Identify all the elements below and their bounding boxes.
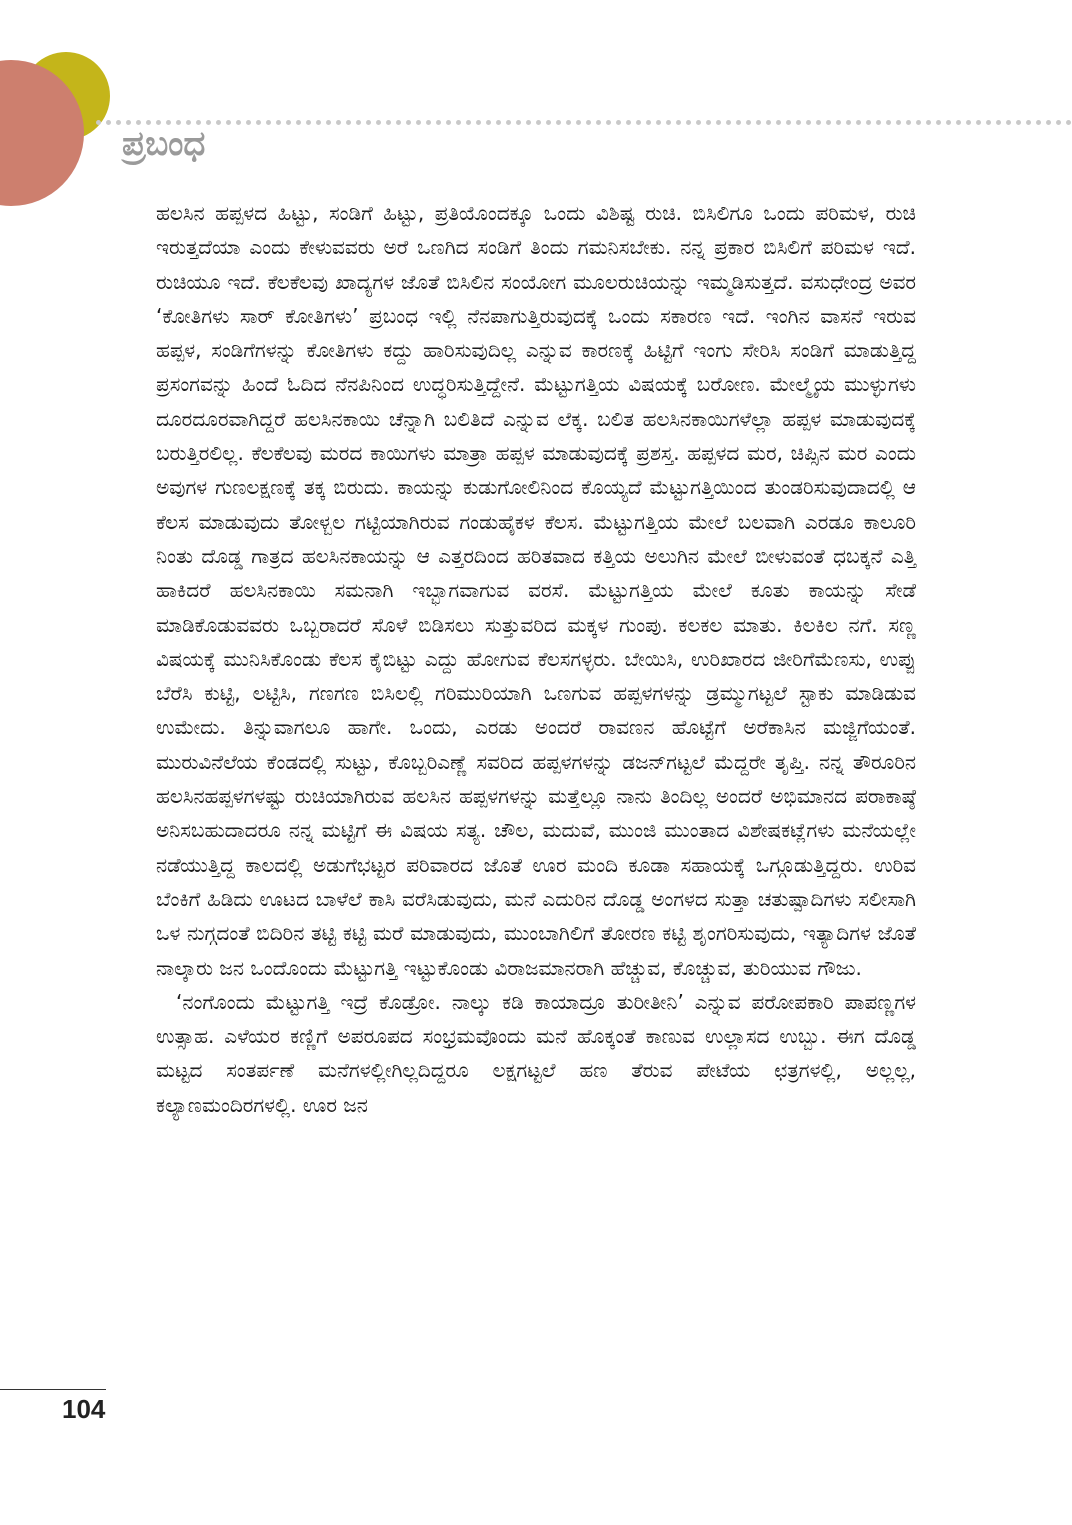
header-dotted-rule xyxy=(96,120,1072,125)
paragraph: ಹಲಸಿನ ಹಪ್ಪಳದ ಹಿಟ್ಟು, ಸಂಡಿಗೆ ಹಿಟ್ಟು, ಪ್ರತಿಯೊಂದಕ್ಕೂ ಒಂದು ವಿಶಿಷ್ಟ ರುಚಿ. ಬಿಸಿಲಿಗೂ ಒಂದು ಪರಿಮಳ, ರುಚಿ ಇರುತ್ತದೆಯಾ ಎಂದು ಕೇಳುವವರು ಅರೆ ಒಣಗಿದ ಸಂಡಿಗೆ ತಿಂದು ಗಮನಿಸಬೇಕು. ನನ್ನ ಪ್ರಕಾರ ಬಿಸಿಲಿಗೆ ಪರಿಮಳ ಇದೆ. ರುಚಿಯೂ ಇದೆ. ಕೆಲಕೆಲವು ಖಾದ್ಯಗಳ ಜೊತೆ ಬಿಸಿಲಿನ ಸಂಯೋಗ ಮೂಲರುಚಿಯನ್ನು ಇಮ್ಮಡಿಸುತ್ತದೆ. ವಸುಧೇಂದ್ರ ಅವರ ‘ಕೋತಿಗಳು ಸಾರ್ ಕೋತಿಗಳು’ ಪ್ರಬಂಧ ಇಲ್ಲಿ ನೆನಪಾಗುತ್ತಿರುವುದಕ್ಕೆ ಒಂದು ಸಕಾರಣ ಇದೆ. ಇಂಗಿನ ವಾಸನೆ ಇರುವ ಹಪ್ಪಳ, ಸಂಡಿಗೆಗಳನ್ನು ಕೋತಿಗಳು ಕದ್ದು ಹಾರಿಸುವುದಿಲ್ಲ ಎನ್ನುವ ಕಾರಣಕ್ಕೆ ಹಿಟ್ಟಿಗೆ ಇಂಗು ಸೇರಿಸಿ ಸಂಡಿಗೆ ಮಾಡುತ್ತಿದ್ದ ಪ್ರಸಂಗವನ್ನು ಹಿಂದೆ ಓದಿದ ನೆನಪಿನಿಂದ ಉದ್ಧರಿಸುತ್ತಿದ್ದೇನೆ. ಮೆಟ್ಟುಗತ್ತಿಯ ವಿಷಯಕ್ಕೆ ಬರೋಣ. ಮೇಲ್ಮೈಯ ಮುಳ್ಳುಗಳು ದೂರದೂರವಾಗಿದ್ದರೆ ಹಲಸಿನಕಾಯಿ ಚೆನ್ನಾಗಿ ಬಲಿತಿದೆ ಎನ್ನುವ ಲೆಕ್ಕ. ಬಲಿತ ಹಲಸಿನಕಾಯಿಗಳೆಲ್ಲಾ ಹಪ್ಪಳ ಮಾಡುವುದಕ್ಕೆ ಬರುತ್ತಿರಲಿಲ್ಲ. ಕೆಲಕೆಲವು ಮರದ ಕಾಯಿಗಳು ಮಾತ್ರಾ ಹಪ್ಪಳ ಮಾಡುವುದಕ್ಕೆ ಪ್ರಶಸ್ತ. ಹಪ್ಪಳದ ಮರ, ಚಿಪ್ಸಿನ ಮರ ಎಂದು ಅವುಗಳ ಗುಣಲಕ್ಷಣಕ್ಕೆ ತಕ್ಕ ಬಿರುದು. ಕಾಯನ್ನು ಕುಡುಗೋಲಿನಿಂದ ಕೊಯ್ಯದೆ ಮೆಟ್ಟುಗತ್ತಿಯಿಂದ ತುಂಡರಿಸುವುದಾದಲ್ಲಿ ಆ ಕೆಲಸ ಮಾಡುವುದು ತೋಳ್ಬಲ ಗಟ್ಟಿಯಾಗಿರುವ ಗಂಡುಹೈಕಳ ಕೆಲಸ. ಮೆಟ್ಟುಗತ್ತಿಯ ಮೇಲೆ ಬಲವಾಗಿ ಎರಡೂ ಕಾಲೂರಿ ನಿಂತು ದೊಡ್ಡ ಗಾತ್ರದ ಹಲಸಿನಕಾಯನ್ನು ಆ ಎತ್ತರದಿಂದ ಹರಿತವಾದ ಕತ್ತಿಯ ಅಲುಗಿನ ಮೇಲೆ ಬೀಳುವಂತೆ ಧಬಕ್ಕನೆ ಎತ್ತಿ ಹಾಕಿದರೆ ಹಲಸಿನಕಾಯಿ ಸಮನಾಗಿ ಇಬ್ಭಾಗವಾಗುವ ವರಸೆ. ಮೆಟ್ಟುಗತ್ತಿಯ ಮೇಲೆ ಕೂತು ಕಾಯನ್ನು ಸೇಡೆ ಮಾಡಿಕೊಡುವವರು ಒಬ್ಬರಾದರೆ ಸೊಳೆ ಬಿಡಿಸಲು ಸುತ್ತುವರಿದ ಮಕ್ಕಳ ಗುಂಪು. ಕಲಕಲ ಮಾತು. ಕಿಲಕಿಲ ನಗೆ. ಸಣ್ಣ ವಿಷಯಕ್ಕೆ ಮುನಿಸಿಕೊಂಡು ಕೆಲಸ ಕೈಬಿಟ್ಟು ಎದ್ದು ಹೋಗುವ ಕೆಲಸಗಳ್ಳರು. ಬೇಯಿಸಿ, ಉರಿಖಾರದ ಜೀರಿಗೆಮೆಣಸು, ಉಪ್ಪು ಬೆರೆಸಿ ಕುಟ್ಟಿ, ಲಟ್ಟಿಸಿ, ಗಣಗಣ ಬಿಸಿಲಲ್ಲಿ ಗರಿಮುರಿಯಾಗಿ ಒಣಗುವ ಹಪ್ಪಳಗಳನ್ನು ಡ್ರಮ್ಮುಗಟ್ಟಲೆ ಸ್ಟಾಕು ಮಾಡಿಡುವ ಉಮೇದು. ತಿನ್ನುವಾಗಲೂ ಹಾಗೇ. ಒಂದು, ಎರಡು ಅಂದರೆ ರಾವಣನ ಹೊಟ್ಟೆಗೆ ಅರೆಕಾಸಿನ ಮಜ್ಜಿಗೆಯಂತೆ. ಮುರುವಿನೆಲೆಯ ಕೆಂಡದಲ್ಲಿ ಸುಟ್ಟು, ಕೊಬ್ಬರಿಎಣ್ಣೆ ಸವರಿದ ಹಪ್ಪಳಗಳನ್ನು ಡಜನ್‌ಗಟ್ಟಲೆ ಮೆದ್ದರೇ ತೃಪ್ತಿ. ನನ್ನ ತೌರೂರಿನ ಹಲಸಿನಹಪ್ಪಳಗಳಷ್ಟು ರುಚಿಯಾಗಿರುವ ಹಲಸಿನ ಹಪ್ಪಳಗಳನ್ನು ಮತ್ತೆಲ್ಲೂ ನಾನು ತಿಂದಿಲ್ಲ ಅಂದರೆ ಅಭಿಮಾನದ ಪರಾಕಾಷ್ಠೆ ಅನಿಸಬಹುದಾದರೂ ನನ್ನ ಮಟ್ಟಿಗೆ ಈ ವಿಷಯ ಸತ್ಯ. ಚೌಲ, ಮದುವೆ, ಮುಂಜಿ ಮುಂತಾದ ವಿಶೇಷಕಟ್ಲೆಗಳು ಮನೆಯಲ್ಲೇ ನಡೆಯುತ್ತಿದ್ದ ಕಾಲದಲ್ಲಿ ಅಡುಗೆಭಟ್ಟರ ಪರಿವಾರದ ಜೊತೆ ಊರ ಮಂದಿ ಕೂಡಾ ಸಹಾಯಕ್ಕೆ ಒಗ್ಗೂಡುತ್ತಿದ್ದರು. ಉರಿವ ಬೆಂಕಿಗೆ ಹಿಡಿದು ಊಟದ ಬಾಳೆಲೆ ಕಾಸಿ ವರೆಸಿಡುವುದು, ಮನೆ ಎದುರಿನ ದೊಡ್ಡ ಅಂಗಳದ ಸುತ್ತಾ ಚತುಷ್ಪಾದಿಗಳು ಸಲೀಸಾಗಿ ಒಳ ನುಗ್ಗದಂತೆ ಬಿದಿರಿನ ತಟ್ಟಿ ಕಟ್ಟಿ ಮರೆ ಮಾಡುವುದು, ಮುಂಬಾಗಿಲಿಗೆ ತೋರಣ ಕಟ್ಟಿ ಶೃಂಗರಿಸುವುದು, ಇತ್ಯಾದಿಗಳ ಜೊತೆ ನಾಲ್ಕಾರು ಜನ ಒಂದೊಂದು ಮೆಟ್ಟುಗತ್ತಿ ಇಟ್ಟುಕೊಂಡು ವಿರಾಜಮಾನರಾಗಿ ಹೆಚ್ಚುವ, ಕೊಚ್ಚುವ, ತುರಿಯುವ ಗೌಜು. xyxy=(156,201,916,980)
body-text xyxy=(156,196,916,1122)
paragraph: ‘ನಂಗೊಂದು ಮೆಟ್ಟುಗತ್ತಿ ಇದ್ರೆ ಕೊಡ್ರೋ. ನಾಲ್ಕು ಕಡಿ ಕಾಯಾದ್ರೂ ತುರೀತೀನಿ’ ಎನ್ನುವ ಪರೋಪಕಾರಿ ಪಾಪಣ್ಣಗಳ ಉತ್ಸಾಹ. ಎಳೆಯರ ಕಣ್ಣಿಗೆ ಅಪರೂಪದ ಸಂಭ್ರಮವೊಂದು ಮನೆ ಹೊಕ್ಕಂತೆ ಕಾಣುವ ಉಲ್ಲಾಸದ ಉಬ್ಬು. ಈಗ ದೊಡ್ಡ ಮಟ್ಟದ ಸಂತರ್ಪಣೆ ಮನೆಗಳಲ್ಲೀಗಿಲ್ಲದಿದ್ದರೂ ಲಕ್ಷಗಟ್ಟಲೆ ಹಣ ತೆರುವ ಪೇಟೆಯ ಛತ್ರಗಳಲ್ಲಿ, ಅಲ್ಲಲ್ಲ, ಕಲ್ಯಾಣಮಂದಿರಗಳಲ್ಲಿ. ಊರ ಜನ xyxy=(156,989,916,1117)
section-title: ಪ್ರಬಂಧ xyxy=(122,124,206,164)
page-number: 104 xyxy=(62,1394,106,1424)
footer-rule xyxy=(0,1389,106,1390)
